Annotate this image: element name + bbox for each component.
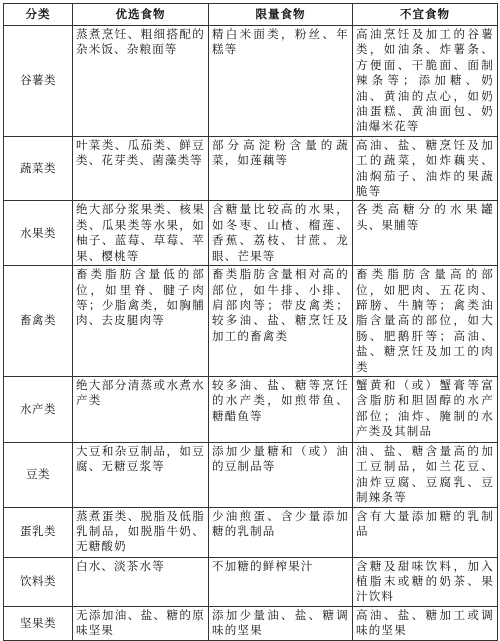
avoid-cell: 高油、盐、糖加工或调味的坚果 — [353, 606, 498, 640]
header-limited: 限量食物 — [209, 4, 353, 26]
table-row — [4, 442, 498, 507]
limited-cell: 添加少量油、盐、糖调味的坚果 — [209, 606, 353, 640]
category-cell: 蛋乳类 — [4, 507, 73, 557]
table-row — [4, 557, 498, 606]
header-avoid: 不宜食物 — [353, 4, 498, 26]
category-cell: 畜禽类 — [4, 266, 73, 377]
limited-cell: 精白米面类，粉丝、年糕等 — [209, 26, 353, 137]
limited-cell: 少油煎蛋、含少量添加糖的乳制品 — [209, 507, 353, 557]
avoid-cell: 高油、盐、糖烹饪及加工的蔬菜，如炸藕夹、油焖茄子、油炸的果蔬脆等 — [353, 136, 498, 201]
header-category: 分类 — [4, 4, 73, 26]
food-table — [3, 3, 498, 641]
category-cell: 坚果类 — [4, 606, 73, 640]
table-row — [4, 136, 498, 201]
preferred-cell: 白水、淡茶水等 — [73, 557, 209, 606]
category-cell: 豆类 — [4, 442, 73, 507]
preferred-cell: 绝大部分清蒸或水煮水产类 — [73, 376, 209, 442]
avoid-cell: 高油烹饪及加工的谷薯类，如油条、炸薯条、方便面、干脆面、面制辣条等；添加糖、奶油、黄油的点心，如奶油蛋糕、黄油面包、奶油爆米花等 — [353, 26, 498, 137]
header-preferred: 优选食物 — [73, 4, 209, 26]
preferred-cell: 蒸煮蛋类、脱脂及低脂乳制品，如脱脂牛奶、无糖酸奶 — [73, 507, 209, 557]
preferred-cell: 畜类脂肪含量低的部位，如里脊、腱子肉等；少脂禽类，如胸脯肉、去皮腿肉等 — [73, 266, 209, 377]
table-row — [4, 606, 498, 640]
preferred-cell: 叶菜类、瓜茄类、鲜豆类、花芽类、菌藻类等 — [73, 136, 209, 201]
preferred-cell: 大豆和杂豆制品，如豆腐、无糖豆浆等 — [73, 442, 209, 507]
limited-cell: 含糖量比较高的水果，如冬枣、山楂、榴莲、香蕉、荔枝、甘蔗、龙眼、芒果等 — [209, 201, 353, 266]
category-cell: 水果类 — [4, 201, 73, 266]
preferred-cell: 无添加油、盐、糖的原味坚果 — [73, 606, 209, 640]
table-row — [4, 507, 498, 557]
limited-cell: 畜类脂肪含量相对高的部位，如牛排、小排、肩部肉等；带皮禽类；较多油、盐、糖烹饪及加工的畜禽类 — [209, 266, 353, 377]
avoid-cell: 含有大量添加糖的乳制品 — [353, 507, 498, 557]
category-cell: 水产类 — [4, 376, 73, 442]
limited-cell: 不加糖的鲜榨果汁 — [209, 557, 353, 606]
avoid-cell: 各类高糖分的水果罐头、果脯等 — [353, 201, 498, 266]
avoid-cell: 畜类脂肪含量高的部位，如肥肉、五花肉、蹄膀、牛腩等；禽类油脂含量高的部位，如大肠、肥鹅肝等；高油、盐、糖烹饪及加工的肉类 — [353, 266, 498, 377]
avoid-cell: 蟹黄和（或）蟹膏等富含脂肪和胆固醇的水产部位；油炸、腌制的水产类及其制品 — [353, 376, 498, 442]
header-row — [4, 4, 498, 26]
limited-cell: 部分高淀粉含量的蔬菜，如莲藕等 — [209, 136, 353, 201]
category-cell: 蔬菜类 — [4, 136, 73, 201]
preferred-cell: 绝大部分浆果类、核果类、瓜果类等水果，如柚子、蓝莓、草莓、苹果、樱桃等 — [73, 201, 209, 266]
table-row — [4, 266, 498, 377]
table-row — [4, 376, 498, 442]
category-cell: 谷薯类 — [4, 26, 73, 137]
limited-cell: 较多油、盐、糖等烹饪的水产类，如煎带鱼、糖醋鱼等 — [209, 376, 353, 442]
category-cell: 饮料类 — [4, 557, 73, 606]
limited-cell: 添加少量糖和（或）油的豆制品等 — [209, 442, 353, 507]
table-row — [4, 201, 498, 266]
avoid-cell: 油、盐、糖含量高的加工豆制品，如兰花豆、油炸豆腐、豆腐乳、豆制辣条等 — [353, 442, 498, 507]
preferred-cell: 蒸煮烹饪、粗细搭配的杂米饭、杂粮面等 — [73, 26, 209, 137]
table-row — [4, 26, 498, 137]
avoid-cell: 含糖及甜味饮料，加入植脂末或糖的奶茶、果汁饮料 — [353, 557, 498, 606]
